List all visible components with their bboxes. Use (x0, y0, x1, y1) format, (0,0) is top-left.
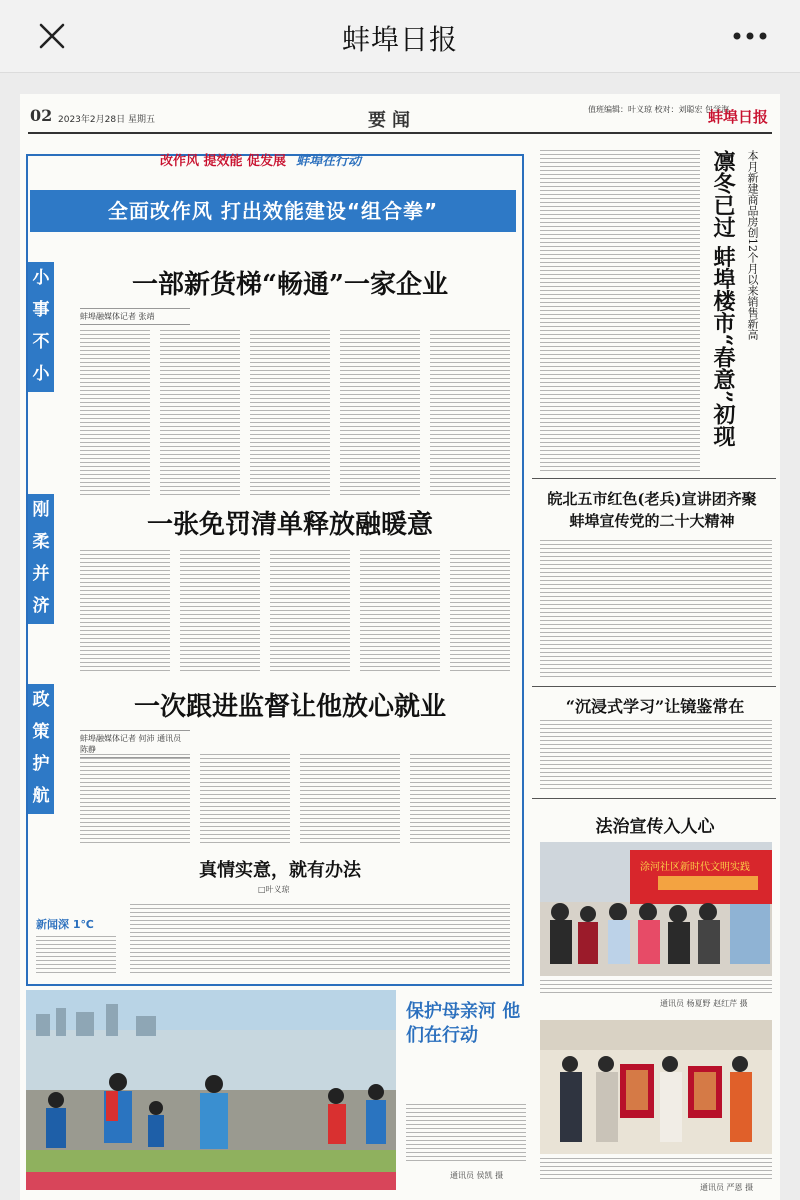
right-top-subhead: 本月新建商品房创12个月以来销售新高 (746, 150, 759, 340)
slogan-brand: 蚌埠在行动 (296, 154, 362, 169)
campaign-slogan (160, 150, 361, 169)
more-dots-icon[interactable] (728, 14, 772, 58)
column-gap (290, 754, 300, 846)
bottom-left-caption (406, 1104, 526, 1164)
section-name: 要闻 (368, 110, 416, 131)
photo-credit: 通讯员 严恩 摄 (700, 1183, 754, 1192)
article-3-headline[interactable]: 一次跟进监督让他放心就业 (133, 692, 446, 722)
app-title: 蚌埠日报 (341, 23, 458, 56)
side-label-1: 小事不小 (28, 262, 54, 392)
right-mid2-headline[interactable]: “沉浸式学习”让镜鉴常在 (565, 697, 745, 716)
news-column-badge: 新闻深 1℃ (36, 918, 94, 931)
right-top-body (540, 150, 700, 472)
photo-credit: 通讯员 侯凯 摄 (450, 1171, 504, 1180)
top-app-bar (0, 0, 800, 73)
slogan-text: 改作风 提效能 促发展 (160, 154, 287, 169)
column-gap (440, 550, 450, 672)
side-label-3: 政策护航 (28, 684, 54, 814)
bottom-right-caption (540, 1158, 772, 1180)
campaign-banner: 全面改作风 打出效能建设“组合拳” (30, 190, 516, 232)
newspaper-logo: 蚌埠日报 (707, 108, 768, 126)
right-bottom-caption (540, 980, 772, 996)
commentary-byline: □叶义琼 (258, 885, 290, 894)
editor-credits: 值班编辑：叶义琼 校对：刘聪宏 包学海 (588, 105, 730, 114)
column-gap (240, 330, 250, 496)
page-date: 2023年2月28日 星期五 (58, 115, 155, 125)
right-mid-headline[interactable]: 皖北五市红色(老兵)宣讲团齐聚蚌埠宣传党的二十大精神 (547, 490, 757, 530)
right-mid-body (540, 540, 772, 680)
newspaper-page[interactable] (20, 94, 780, 1200)
right-top-headline[interactable]: 凛冬已过 蚌埠楼市“春意”初现 (710, 150, 736, 447)
column-gap (400, 754, 410, 846)
article-1-headline[interactable]: 一部新货梯“畅通”一家企业 (132, 270, 448, 300)
divider (532, 798, 776, 799)
column-gap (150, 330, 160, 496)
column-gap (420, 330, 430, 496)
column-gap (350, 550, 360, 672)
page-header (28, 102, 772, 134)
column-gap (170, 550, 180, 672)
photo-credit: 通讯员 杨夏野 赵红芹 摄 (660, 999, 748, 1008)
river-protection-photo (26, 990, 396, 1190)
column-intro-body (36, 936, 116, 976)
banner-presentation-photo (540, 1020, 772, 1154)
commentary-body (130, 904, 510, 976)
article-1-body (80, 330, 510, 496)
right-bottom-headline[interactable]: 法治宣传入人心 (595, 817, 715, 837)
bottom-left-headline[interactable]: 保护母亲河 他们在行动 (406, 1001, 521, 1046)
article-3-byline: 蚌埠融媒体记者 何沛 通讯员 陈静 (80, 730, 190, 758)
divider (532, 686, 776, 687)
column-gap (190, 754, 200, 846)
photo-banner-text: 涂河社区新时代文明实践 (640, 862, 750, 873)
article-1-byline: 蚌埠融媒体记者 张靖 (80, 308, 190, 325)
article-2-headline[interactable]: 一张免罚清单释放融暖意 (146, 510, 433, 540)
page-number: 02 (30, 106, 53, 125)
commentary-headline[interactable]: 真情实意，就有办法 (199, 860, 361, 881)
divider (532, 478, 776, 479)
legal-promotion-photo (540, 842, 772, 976)
column-gap (330, 330, 340, 496)
right-mid2-body (540, 720, 772, 792)
column-gap (260, 550, 270, 672)
side-label-2: 刚柔并济 (28, 494, 54, 624)
